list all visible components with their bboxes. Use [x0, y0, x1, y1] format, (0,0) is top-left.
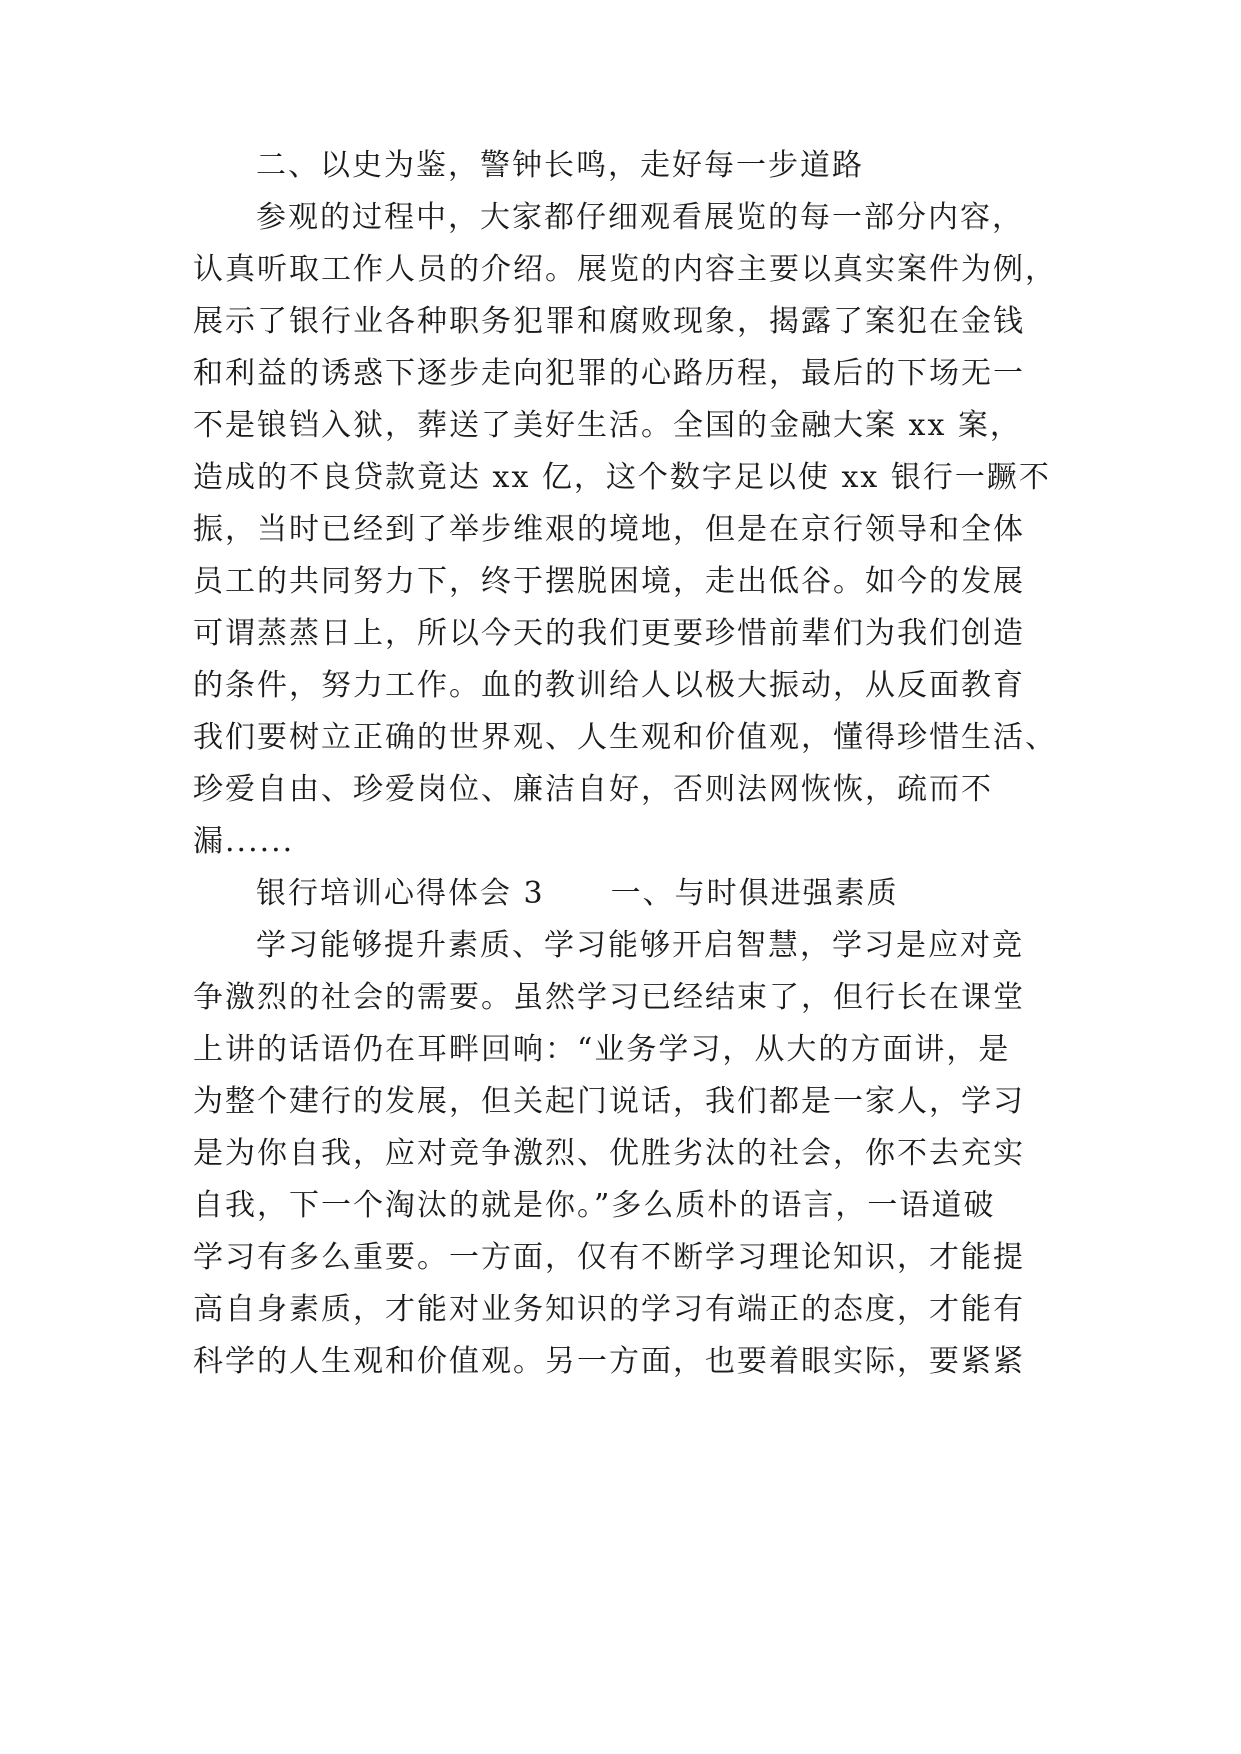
paragraph-line: 的条件，努力工作。血的教训给人以极大振动，从反面教育	[193, 668, 1025, 703]
paragraph-line: 自我，下一个淘汰的就是你。”多么质朴的语言，一语道破	[193, 1188, 996, 1223]
paragraph-line: 学习能够提升素质、学习能够开启智慧，学习是应对竞	[256, 928, 1024, 963]
paragraph-line: 上讲的话语仍在耳畔回响：“业务学习，从大的方面讲，是	[193, 1032, 1011, 1067]
paragraph-line: 展示了银行业各种职务犯罪和腐败现象，揭露了案犯在金钱	[193, 304, 1025, 339]
paragraph-line: 是为你自我，应对竞争激烈、优胜劣汰的社会，你不去充实	[193, 1136, 1025, 1171]
paragraph-line: 学习有多么重要。一方面，仅有不断学习理论知识，才能提	[193, 1240, 1025, 1275]
paragraph-line: 认真听取工作人员的介绍。展览的内容主要以真实案件为例，	[193, 252, 1057, 287]
paragraph-line: 高自身素质，才能对业务知识的学习有端正的态度，才能有	[193, 1292, 1025, 1327]
paragraph-line: 争激烈的社会的需要。虽然学习已经结束了，但行长在课堂	[193, 980, 1025, 1015]
paragraph-line: 可谓蒸蒸日上，所以今天的我们更要珍惜前辈们为我们创造	[193, 616, 1025, 651]
section-heading: 二、以史为鉴，警钟长鸣，走好每一步道路	[256, 148, 864, 183]
paragraph-line: 科学的人生观和价值观。另一方面，也要着眼实际，要紧紧	[193, 1344, 1025, 1379]
article-title: 银行培训心得体会 3	[256, 876, 545, 911]
section-title-row	[256, 866, 899, 922]
paragraph-line: 我们要树立正确的世界观、人生观和价值观，懂得珍惜生活、	[193, 720, 1057, 755]
paragraph-line: 和利益的诱惑下逐步走向犯罪的心路历程，最后的下场无一	[193, 356, 1025, 391]
paragraph-line: 珍爱自由、珍爱岗位、廉洁自好，否则法网恢恢，疏而不	[193, 772, 993, 807]
paragraph-line: 漏......	[193, 824, 295, 859]
paragraph-line: 振，当时已经到了举步维艰的境地，但是在京行领导和全体	[193, 512, 1025, 547]
section-heading: 一、与时俱进强素质	[610, 876, 899, 911]
paragraph-line: 参观的过程中，大家都仔细观看展览的每一部分内容，	[256, 200, 1024, 235]
paragraph-line: 不是锒铛入狱，葬送了美好生活。全国的金融大案 xx 案，	[193, 408, 1022, 443]
paragraph-line: 员工的共同努力下，终于摆脱困境，走出低谷。如今的发展	[193, 564, 1025, 599]
paragraph-line: 为整个建行的发展，但关起门说话，我们都是一家人，学习	[193, 1084, 1025, 1119]
paragraph-line: 造成的不良贷款竟达 xx 亿，这个数字足以使 xx 银行一蹶不	[193, 460, 1051, 495]
